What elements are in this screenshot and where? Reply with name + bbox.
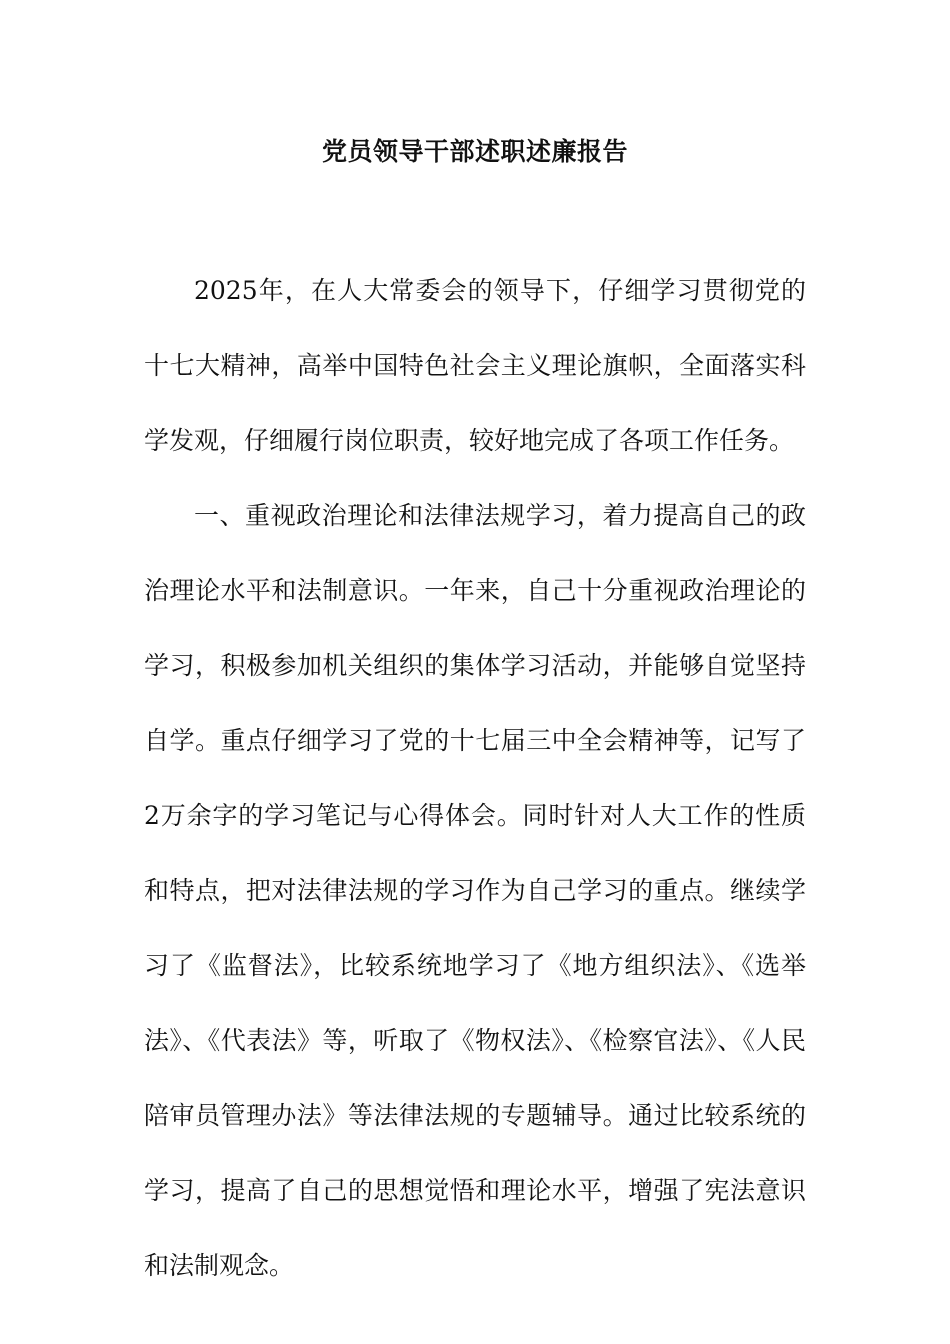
paragraph-section-one: 一、重视政治理论和法律法规学习，着力提高自己的政治理论水平和法制意识。一年来，自己十分重视政治理论的学习，积极参加机关组织的集体学习活动，并能够自觉坚持自学。重点仔细学习了党的十七届三中全会精神等，记写了2万余字的学习笔记与心得体会。同时针对人大工作的性质和特点，把对法律法规的学习作为自己学习的重点。继续学习了《监督法》，比较系统地学习了《地方组织法》、《选举法》、《代表法》等，听取了《物权法》、《检察官法》、《人民陪审员管理办法》等法律法规的专题辅导。通过比较系统的学习，提高了自己的思想觉悟和理论水平，增强了宪法意识和法制观念。 (144, 501, 806, 1280)
document-title: 党员领导干部述职述廉报告 (321, 137, 628, 166)
document-body (144, 253, 806, 1303)
paragraph-intro: 2025年，在人大常委会的领导下，仔细学习贯彻党的十七大精神，高举中国特色社会主义理论旗帜，全面落实科学发观，仔细履行岗位职责，较好地完成了各项工作任务。 (144, 276, 806, 455)
